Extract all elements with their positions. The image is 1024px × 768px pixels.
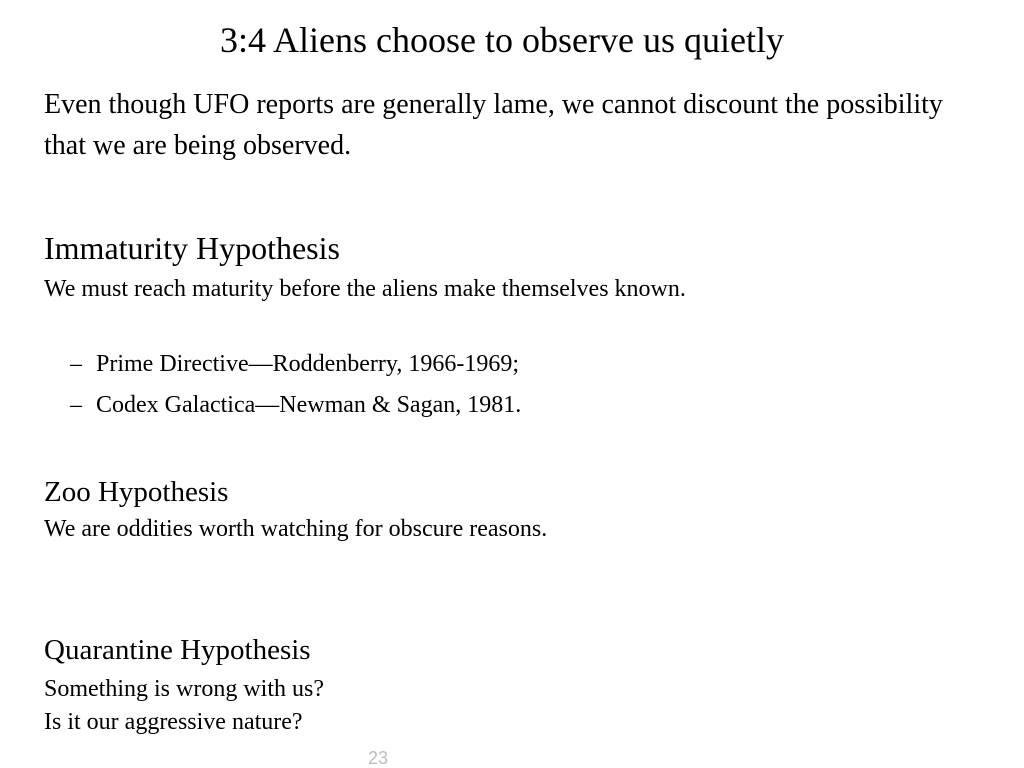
immaturity-examples-list — [70, 346, 521, 428]
dash-bullet: – — [70, 351, 82, 377]
slide-title: 3:4 Aliens choose to observe us quietly — [220, 20, 784, 60]
immaturity-hypothesis-heading: Immaturity Hypothesis — [44, 230, 340, 266]
quarantine-line: Is it our aggressive nature? — [44, 709, 303, 735]
list-item-text: Codex Galactica—Newman & Sagan, 1981. — [96, 392, 522, 418]
page-number: 23 — [368, 748, 389, 768]
quarantine-hypothesis-heading: Quarantine Hypothesis — [44, 634, 311, 666]
zoo-hypothesis-heading: Zoo Hypothesis — [44, 476, 229, 508]
quarantine-line: Something is wrong with us? — [44, 676, 324, 702]
dash-bullet: – — [70, 392, 82, 418]
list-item-text: Prime Directive—Roddenberry, 1966-1969; — [96, 351, 520, 377]
list-item — [70, 346, 521, 387]
quarantine-hypothesis-description — [44, 673, 324, 739]
intro-paragraph: Even though UFO reports are generally lame, we cannot discount the possibility that we are being observed. — [44, 89, 943, 161]
zoo-hypothesis-description: We are oddities worth watching for obscure reasons. — [44, 516, 548, 542]
list-item — [70, 387, 521, 428]
immaturity-hypothesis-description: We must reach maturity before the aliens make themselves known. — [44, 276, 686, 302]
